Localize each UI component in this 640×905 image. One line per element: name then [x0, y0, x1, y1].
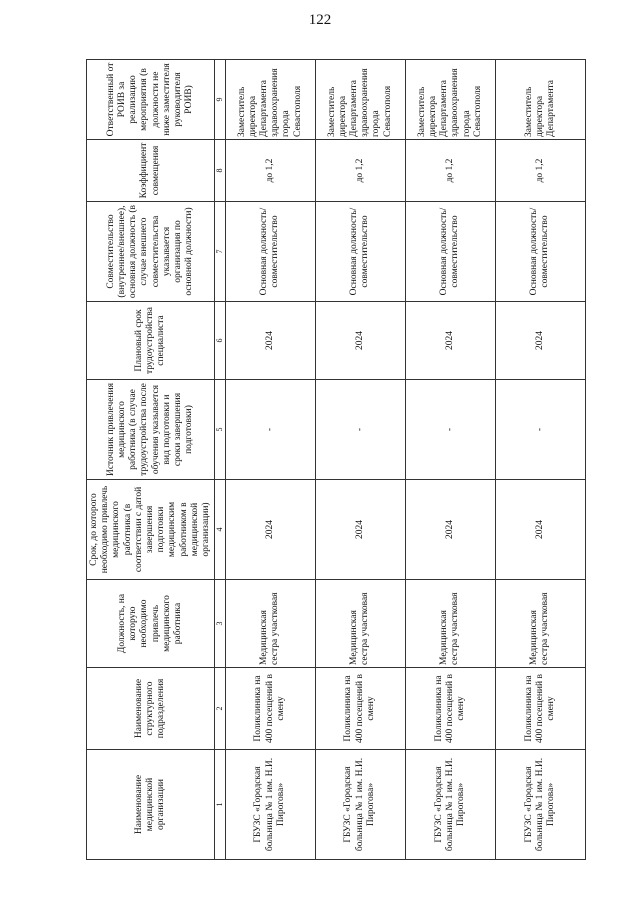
header-responsible: Ответственный от РОИВ за реализацию мероприятия (в должности не ниже заместителя руководителя РОИВ) — [87, 60, 215, 140]
cell-planned: 2024 — [405, 302, 495, 380]
col-num: 5 — [215, 380, 225, 480]
cell-unit: Поликлиника на 400 посещений в смену — [405, 668, 495, 750]
header-coef: Коэффициент совмещения — [87, 140, 215, 202]
cell-deadline: 2024 — [405, 480, 495, 580]
cell-responsible: Заместитель директора Департамента здравоохранения города Севастополя — [315, 60, 405, 140]
cell-position: Медицинская сестра участковая — [225, 580, 315, 668]
header-source: Источник привлечения медицинского работника (в случае трудоустройства после обучения указывается вид подготовки и сроки завершения подготовки) — [87, 380, 215, 480]
column-number-row — [215, 60, 225, 860]
cell-source: - — [315, 380, 405, 480]
col-num: 9 — [215, 60, 225, 140]
col-num: 1 — [215, 750, 225, 860]
cell-combo: Основная должность/ совместительство — [495, 202, 585, 302]
col-num: 8 — [215, 140, 225, 202]
cell-position: Медицинская сестра участковая — [315, 580, 405, 668]
col-num: 2 — [215, 668, 225, 750]
cell-combo: Основная должность/ совместительство — [315, 202, 405, 302]
header-unit: Наименование структурного подразделения — [87, 668, 215, 750]
cell-coef: до 1,2 — [405, 140, 495, 202]
header-deadline: Срок, до которого необходимо привлечь медицинского работника (в соответствии с датой завершения подготовки медицинским работником в медицинской организации) — [87, 480, 215, 580]
cell-source: - — [405, 380, 495, 480]
col-num: 4 — [215, 480, 225, 580]
cell-org: ГБУЗС «Городская больница № 1 им. Н.И. Пирогова» — [315, 750, 405, 860]
cell-deadline: 2024 — [495, 480, 585, 580]
table-row — [405, 60, 495, 860]
cell-unit: Поликлиника на 400 посещений в смену — [495, 668, 585, 750]
table-row — [315, 60, 405, 860]
cell-org: ГБУЗС «Городская больница № 1 им. Н.И. Пирогова» — [405, 750, 495, 860]
header-row — [87, 60, 215, 860]
cell-org: ГБУЗС «Городская больница № 1 им. Н.И. Пирогова» — [225, 750, 315, 860]
cell-responsible: Заместитель директора Департамента — [495, 60, 585, 140]
cell-coef: до 1,2 — [315, 140, 405, 202]
cell-responsible: Заместитель директора Департамента здравоохранения города Севастополя — [405, 60, 495, 140]
cell-combo: Основная должность/ совместительство — [405, 202, 495, 302]
cell-unit: Поликлиника на 400 посещений в смену — [225, 668, 315, 750]
cell-deadline: 2024 — [315, 480, 405, 580]
cell-combo: Основная должность/ совместительство — [225, 202, 315, 302]
col-num: 6 — [215, 302, 225, 380]
cell-deadline: 2024 — [225, 480, 315, 580]
header-combo: Совместительство (внутреннее/внешнее), основная должность (в случае внешнего совместительства указывается организация по основной должности) — [87, 202, 215, 302]
cell-source: - — [495, 380, 585, 480]
header-position: Должность, на которую необходимо привлечь медицинского работника — [87, 580, 215, 668]
page-number: 122 — [308, 12, 332, 28]
cell-source: - — [225, 380, 315, 480]
rotated-table-wrapper — [86, 60, 586, 860]
cell-position: Медицинская сестра участковая — [495, 580, 585, 668]
cell-position: Медицинская сестра участковая — [405, 580, 495, 668]
cell-planned: 2024 — [225, 302, 315, 380]
cell-planned: 2024 — [495, 302, 585, 380]
cell-coef: до 1,2 — [495, 140, 585, 202]
col-num: 3 — [215, 580, 225, 668]
header-org: Наименование медицинской организации — [87, 750, 215, 860]
header-planned: Плановый срок трудоустройства специалиста — [87, 302, 215, 380]
cell-coef: до 1,2 — [225, 140, 315, 202]
staffing-table — [86, 59, 586, 860]
cell-planned: 2024 — [315, 302, 405, 380]
col-num: 7 — [215, 202, 225, 302]
cell-responsible: Заместитель директора Департамента здравоохранения города Севастополя — [225, 60, 315, 140]
cell-unit: Поликлиника на 400 посещений в смену — [315, 668, 405, 750]
cell-org: ГБУЗС «Городская больница № 1 им. Н.И. Пирогова» — [495, 750, 585, 860]
table-row — [495, 60, 585, 860]
table-row — [225, 60, 315, 860]
